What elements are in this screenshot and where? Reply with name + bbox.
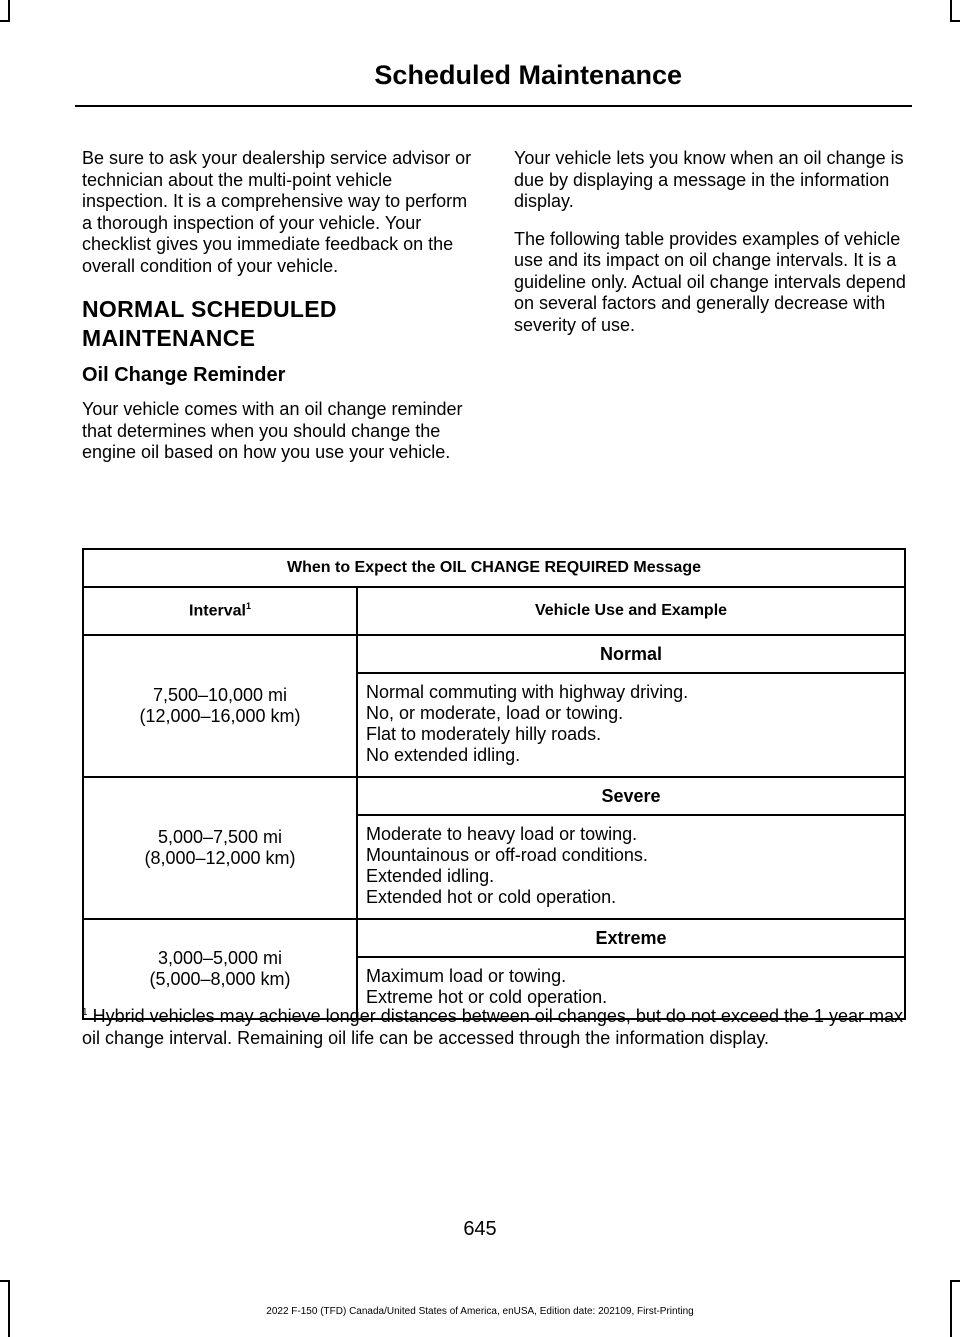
crop-mark [0,1280,10,1282]
reminder-paragraph: Your vehicle comes with an oil change reminder that determines when you should change the engine oil based on how you use your vehicle. [82,399,463,462]
column-header-interval-label: Interval [189,602,246,620]
crop-mark [950,20,960,22]
table-footnote [82,1002,906,1049]
edition-footer: 2022 F-150 (TFD) Canada/United States of America, enUSA, Edition date: 202109, First-Printing [266,1306,694,1317]
interval-miles: 5,000–7,500 mi [157,827,283,847]
usage-line: No extended idling. [366,745,521,765]
interval-km: (12,000–16,000 km) [139,706,301,726]
table-intro-paragraph: The following table provides examples of vehicle use and its impact on oil change intervals. It is a guideline only. Actual oil change intervals depend on several factors and generally decrease with severity of use. [514,228,906,335]
message-paragraph: Your vehicle lets you know when an oil change is due by displaying a message in the information display. [514,148,904,211]
page-number: 645 [463,1218,497,1240]
crop-mark [0,20,10,22]
oil-change-table [82,548,906,1020]
interval-cell [83,777,357,919]
crop-mark [950,1280,960,1282]
usage-line: Normal commuting with highway driving. [366,682,689,702]
category-severe: Severe [357,777,905,815]
category-normal: Normal [357,635,905,673]
section-heading [82,295,477,353]
usage-description [357,673,905,777]
page-title: Scheduled Maintenance [374,60,682,90]
column-header-interval [83,587,357,635]
usage-line: Extended idling. [366,866,495,886]
intro-paragraph: Be sure to ask your dealership service advisor or technician about the multi-point vehicle inspection. It is a comprehensive way to perform a thorough inspection of your vehicle. Your checklist gives you immediate feedback on the overall condition of your vehicle. [82,148,472,276]
usage-line: Maximum load or towing. [366,966,567,986]
crop-mark [950,0,952,22]
usage-line: Mountainous or off-road conditions. [366,845,648,865]
interval-km: (5,000–8,000 km) [149,969,291,989]
interval-cell [83,635,357,777]
subsection-heading: Oil Change Reminder [82,364,286,386]
section-heading-line1: NORMAL SCHEDULED [82,296,337,322]
left-column [82,148,477,480]
table-caption: When to Expect the OIL CHANGE REQUIRED Message [83,549,905,587]
interval-km: (8,000–12,000 km) [144,848,296,868]
footnote-text: Hybrid vehicles may achieve longer distances between oil changes, but do not exceed the 1 year max oil change interval. Remaining oil life can be accessed through the information display. [82,1006,904,1048]
footnote-ref: 1 [245,601,251,612]
usage-line: Moderate to heavy load or towing. [366,824,638,844]
usage-description [357,815,905,919]
header-divider [75,105,912,107]
interval-miles: 7,500–10,000 mi [152,685,288,705]
section-heading-line2: MAINTENANCE [82,325,256,351]
usage-line: Extreme hot or cold operation. [366,987,608,1007]
interval-miles: 3,000–5,000 mi [157,948,283,968]
usage-line: No, or moderate, load or towing. [366,703,624,723]
category-extreme: Extreme [357,919,905,957]
usage-line: Flat to moderately hilly roads. [366,724,602,744]
usage-line: Extended hot or cold operation. [366,887,617,907]
crop-mark [8,0,10,22]
column-header-use: Vehicle Use and Example [357,587,905,635]
footnote-marker: 1 [82,1007,88,1018]
right-column [514,148,909,352]
